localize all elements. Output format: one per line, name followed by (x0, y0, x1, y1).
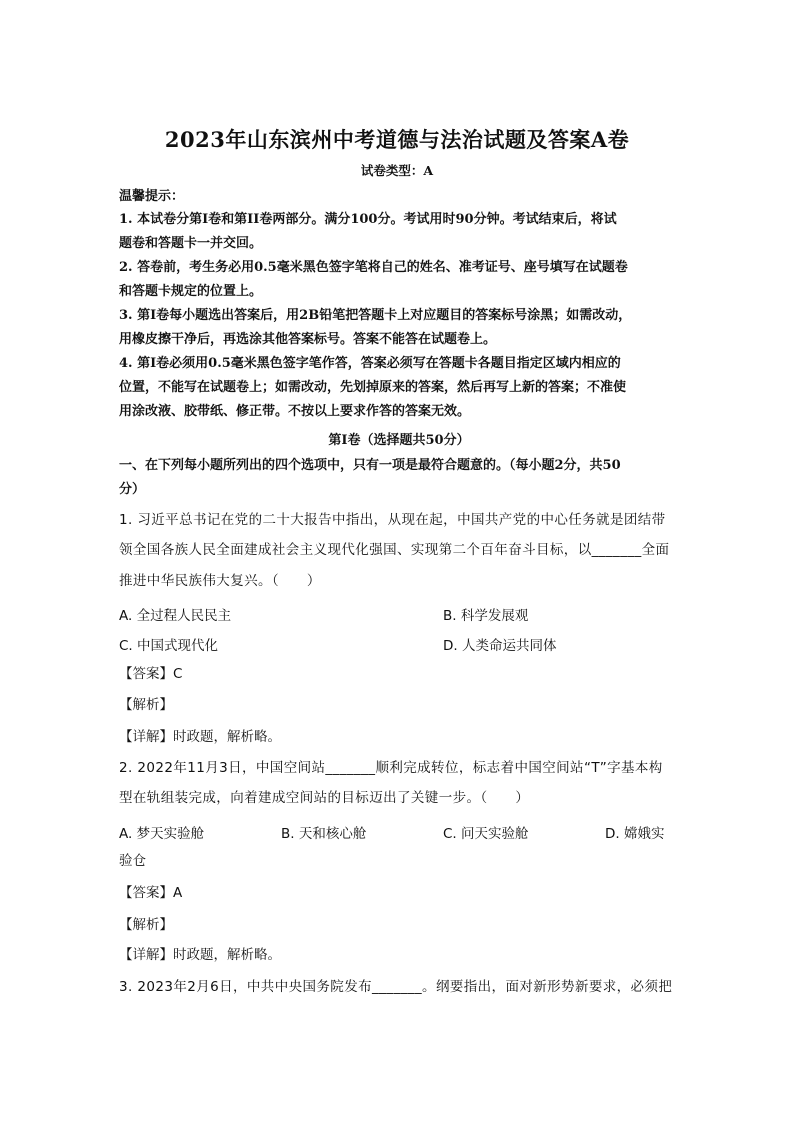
question-2-option-d-wrap: 验仓 (119, 853, 146, 869)
question-2-option-d: D. 嫦娥实 (605, 826, 665, 842)
notice-line: 2. 答卷前，考生务必用0.5毫米黑色签字笔将自己的姓名、准考证号、座号填写在试题卷 (119, 260, 628, 275)
question-1-text: 推进中华民族伟大复兴。（ ） (119, 573, 321, 589)
question-1-text: 1. 习近平总书记在党的二十大报告中指出，从现在起，中国共产党的中心任务就是团结带 (119, 512, 666, 528)
notice-line: 题卷和答题卡一并交回。 (119, 236, 263, 251)
question-2-text: 2. 2022年11月3日，中国空间站_______顺利完成转位，标志着中国空间站“T”字基本构 (119, 760, 663, 776)
question-1-option-b: B. 科学发展观 (443, 608, 529, 624)
notice-line: 4. 第I卷必须用0.5毫米黑色签字笔作答，答案必须写在答题卡各题目指定区域内相应的 (119, 356, 621, 371)
notice-line: 用涂改液、胶带纸、修正带。不按以上要求作答的答案无效。 (119, 404, 471, 419)
section-heading: 第I卷（选择题共50分） (328, 433, 470, 448)
notice-line: 3. 第I卷每小题选出答案后，用2B铅笔把答题卡上对应题目的答案标号涂黑；如需改动， (119, 308, 632, 323)
question-1-answer: 【答案】C (119, 666, 183, 682)
question-1-option-d: D. 人类命运共同体 (443, 638, 557, 654)
question-1-detail: 【详解】时政题，解析略。 (119, 729, 281, 745)
notice-line: 1. 本试卷分第I卷和第II卷两部分。满分100分。考试用时90分钟。考试结束后，将试 (119, 212, 617, 227)
question-2-option-c: C. 问天实验舱 (443, 826, 529, 842)
question-2-option-a: A. 梦天实验舱 (119, 826, 205, 842)
notice-line: 用橡皮擦干净后，再选涂其他答案标号。答案不能答在试题卷上。 (119, 332, 497, 347)
question-1-option-a: A. 全过程人民民主 (119, 608, 232, 624)
notice-line: 和答题卡规定的位置上。 (119, 284, 263, 299)
question-3-text: 3. 2023年2月6日，中共中央国务院发布_______。纲要指出，面对新形势新要求，必须把 (119, 979, 673, 995)
section-instruction-cont: 分） (119, 482, 146, 497)
paper-type: 试卷类型：A (360, 163, 434, 178)
notice-heading: 温馨提示： (119, 189, 185, 204)
notice-line: 位置，不能写在试题卷上；如需改动，先划掉原来的答案，然后再写上新的答案；不准使 (119, 380, 627, 395)
question-2-answer: 【答案】A (119, 885, 183, 901)
question-2-text: 型在轨组装完成，向着建成空间站的目标迈出了关键一步。（ ） (119, 790, 530, 806)
question-2-detail: 【详解】时政题，解析略。 (119, 947, 281, 963)
question-1-option-c: C. 中国式现代化 (119, 638, 219, 654)
page-title: 2023年山东滨州中考道德与法治试题及答案A卷 (164, 127, 630, 152)
section-instruction: 一、在下列每小题所列出的四个选项中，只有一项是最符合题意的。（每小题2分，共50 (119, 458, 621, 473)
question-1-analysis: 【解析】 (119, 697, 173, 713)
question-2-analysis: 【解析】 (119, 917, 173, 933)
question-1-text: 领全国各族人民全面建成社会主义现代化强国、实现第二个百年奋斗目标，以_______全面 (119, 542, 670, 558)
question-2-option-b: B. 天和核心舱 (281, 826, 367, 842)
